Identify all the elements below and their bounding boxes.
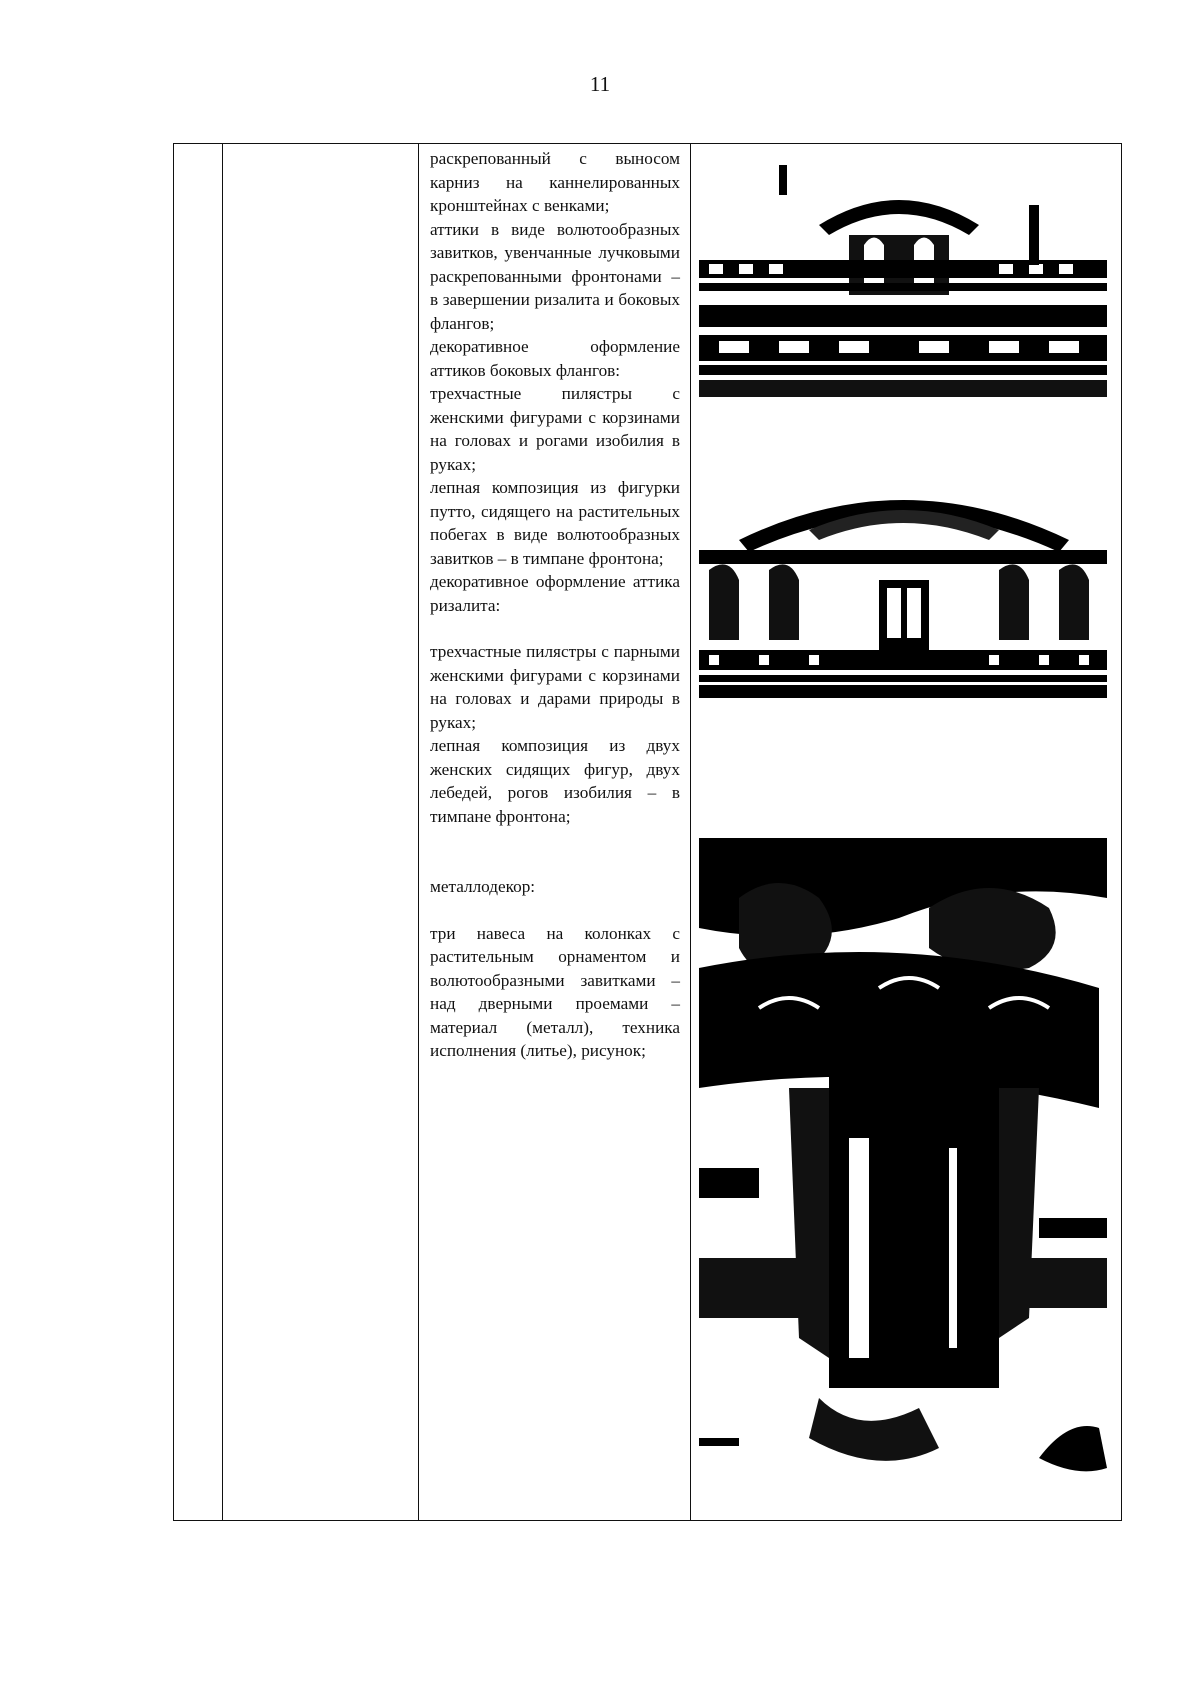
description-paragraph: лепная композиция из двух женских сидящих фигур, двух лебедей, рогов изобилия – в тимпане фронтона; (430, 736, 680, 826)
description-paragraph: декоративное оформление аттика ризалита: (430, 572, 680, 615)
metal-canopy-photo (699, 838, 1107, 1506)
column-divider-2 (418, 144, 419, 1520)
description-paragraph: трехчастные пилястры с женскими фигурами с корзинами на головах и рогами изобилия в руках; (430, 384, 680, 474)
column-divider-3 (690, 144, 691, 1520)
side-flank-attic-photo (699, 165, 1107, 397)
description-cell (430, 147, 680, 1063)
canopy-illustration-icon (699, 838, 1107, 1506)
description-paragraph: металлодекор: (430, 877, 536, 896)
description-paragraph: аттики в виде волютообразных завитков, увенчанные лучковыми раскрепованными фронтонами – в завершении ризалита и боковых флангов; (430, 219, 680, 333)
description-paragraph: раскрепованный с выносом карниз на каннелированных кронштейнах с венками; (430, 149, 680, 215)
page-number: 11 (589, 72, 611, 96)
description-paragraph: декоративное оформление аттиков боковых флангов: (430, 337, 680, 380)
description-paragraph: трехчастные пилястры с парными женскими фигурами с корзинами на головах и дарами природы в руках; (430, 642, 680, 732)
description-paragraph: лепная композиция из фигурки путто, сидящего на растительных побегах в виде волютообразных завитков – в тимпане фронтона; (430, 478, 680, 568)
column-divider-1 (222, 144, 223, 1520)
pediment-illustration-icon (699, 470, 1107, 698)
description-paragraph: три навеса на колонках с растительным орнаментом и волютообразными завитками – над дверными проемами – материал (металл), техника исполнения (литье), рисунок; (430, 923, 680, 1060)
facade-illustration-icon (699, 165, 1107, 397)
risalit-attic-photo (699, 470, 1107, 698)
